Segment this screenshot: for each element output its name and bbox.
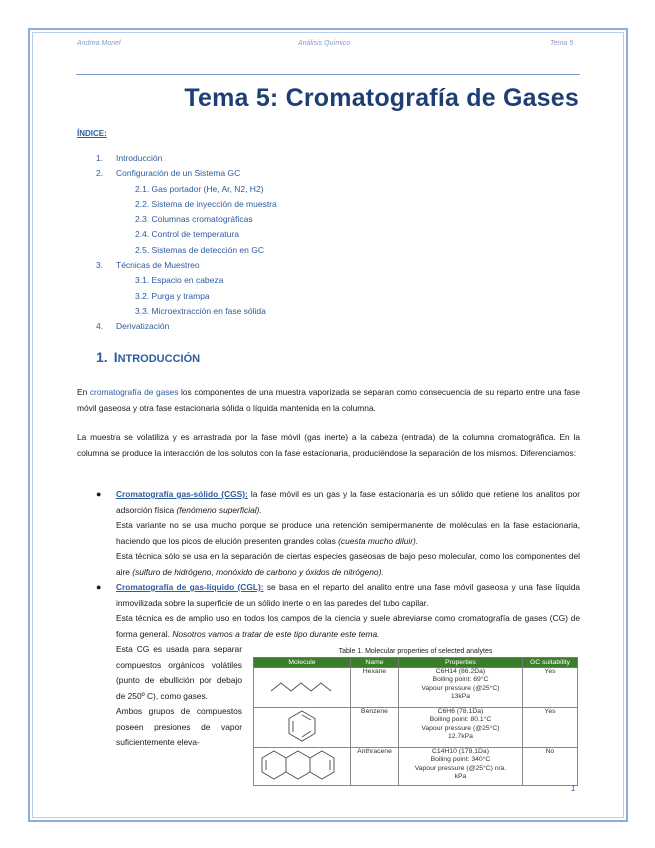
- properties-cell: C6H6 (78.1Da) Boiling point: 80.1°C Vapour pressure (@25°C) 12.7kPa: [398, 708, 522, 748]
- table-row: [254, 668, 578, 708]
- header-rule: [76, 74, 580, 75]
- molecule-cell: [254, 748, 351, 786]
- toc-item-2-4[interactable]: 2.4. Control de temperatura: [135, 229, 239, 240]
- list-item-cgl: ● Cromatografía de gas-líquido (CGL): se basa en el reparto del analito entre una fase móvil gaseosa y una fase líquida inmovilizada sobre la superficie de un sólido inerte o en las paredes del tubo capilar.: [96, 582, 581, 608]
- gc-suitability-cell: Yes: [522, 708, 577, 748]
- molecular-properties-table: [253, 657, 578, 786]
- gc-suitability-cell: No: [522, 748, 577, 786]
- hexane-structure-icon: [267, 675, 337, 697]
- cgl-paragraph-3: Esta CG es usada para separar compuestos orgánicos volátiles (punto de ebullición por debajo de 250º C), como gases.: [116, 644, 242, 701]
- bullet-icon: ●: [96, 582, 102, 592]
- toc-item-2-2[interactable]: 2.2. Sistema de inyección de muestra: [135, 198, 277, 209]
- page-title: [184, 84, 579, 113]
- technique-list: [96, 487, 581, 642]
- col-header-name: Name: [351, 658, 399, 668]
- toc-item-2-5[interactable]: 2.5. Sistemas de detección en GC: [135, 244, 264, 255]
- toc-item-2[interactable]: 2. Configuración de un Sistema GC: [96, 168, 241, 179]
- cgl-heading: Cromatografía de gas-líquido (CGL):: [116, 582, 264, 592]
- cgs-paragraph-2: Esta variante no se usa mucho porque se produce una retención semipermanente de moléculas en la fase estacionaria, haciendo que los picos de elución presenten grandes colas (cuesta mucho diluir).: [116, 520, 580, 546]
- cgl-side-text: [116, 642, 242, 751]
- header-author: Andrea Moriel: [77, 40, 121, 47]
- col-header-gc-suitability: GC suitability: [522, 658, 577, 668]
- title-number: 5:: [255, 84, 279, 112]
- cgs-paragraph-3: Esta técnica sólo se usa en la separación de ciertas especies gaseosas de bajo peso molecular, como los componentes del aire (sulfuro de hidrógeno, monóxido de carbono y óxidos de nitrógeno).: [116, 551, 580, 577]
- cgl-paragraph-2: Esta técnica es de amplio uso en todos los campos de la ciencia y suele abreviarse como cromatografía de gases (CG) de forma general. Nosotros vamos a tratar de este tipo durante este tema.: [116, 613, 580, 639]
- toc-item-2-1[interactable]: 2.1. Gas portador (He, Ar, N2, H2): [135, 183, 264, 194]
- col-header-properties: Properties: [398, 658, 522, 668]
- header-topic: Tema 5: [550, 40, 574, 47]
- toc-item-3-3[interactable]: 3.3. Microextracción en fase sólida: [135, 305, 266, 316]
- table-row: [254, 748, 578, 786]
- table-of-contents: [96, 153, 496, 337]
- name-cell: Anthracene: [351, 748, 399, 786]
- list-item-cgs: ● Cromatografía gas-sólido (CGS): la fase móvil es un gas y la fase estacionaria es un sólido que retiene los analitos por adsorción física (fenómeno superficial).: [96, 489, 581, 515]
- intro-paragraph-2: La muestra se volatiliza y es arrastrada por la fase móvil (gas inerte) a la cabeza (entrada) de la columna cromatográfica. En la columna se produce la interacción de los solutos con la fase estacionaria, produciéndose la separación de los mismos. Diferenciamos:: [77, 432, 580, 458]
- col-header-molecule: Molecule: [254, 658, 351, 668]
- index-heading: ÍNDICE:: [77, 129, 107, 138]
- bullet-icon: ●: [96, 489, 102, 499]
- cgs-heading: Cromatografía gas-sólido (CGS):: [116, 489, 248, 499]
- cgl-paragraph-4: Ambos grupos de compuestos poseen presiones de vapor suficientemente eleva-: [116, 706, 242, 747]
- title-prefix: Tema: [184, 84, 249, 112]
- anthracene-structure-icon: [260, 749, 344, 781]
- molecule-cell: [254, 708, 351, 748]
- benzene-structure-icon: [285, 709, 319, 743]
- table-caption: Table 1. Molecular properties of selected analytes: [338, 648, 493, 655]
- toc-item-3-2[interactable]: 3.2. Purga y trampa: [135, 290, 210, 301]
- table-row: [254, 708, 578, 748]
- toc-item-2-3[interactable]: 2.3. Columnas cromatográficas: [135, 214, 253, 225]
- toc-item-3-1[interactable]: 3.1. Espacio en cabeza: [135, 275, 224, 286]
- header-subject: Análisis Químico: [298, 40, 351, 47]
- intro-paragraph-1: En cromatografía de gases los componentes de una muestra vaporizada se separan como consecuencia de su reparto entre una fase móvil gaseosa y otra fase estacionaria sólida o líquida mantenida en la columna.: [77, 387, 580, 413]
- table-header-row: [254, 658, 578, 668]
- name-cell: Hexane: [351, 668, 399, 708]
- page-number: 1: [571, 784, 576, 793]
- section-heading-introduction: 1. INTRODUCCIÓN: [96, 349, 201, 365]
- properties-cell: C6H14 (86.2Da) Boiling point: 69°C Vapour pressure (@25°C) 13kPa: [398, 668, 522, 708]
- title-name: Cromatografía de Gases: [285, 84, 579, 112]
- gc-suitability-cell: Yes: [522, 668, 577, 708]
- molecule-cell: [254, 668, 351, 708]
- toc-item-4[interactable]: 4. Derivatización: [96, 321, 170, 332]
- name-cell: Benzene: [351, 708, 399, 748]
- gas-chromatography-link[interactable]: cromatografía de gases: [89, 387, 179, 397]
- toc-item-3[interactable]: 3. Técnicas de Muestreo: [96, 260, 200, 271]
- toc-item-1[interactable]: 1. Introducción: [96, 153, 163, 163]
- properties-cell: C14H10 (178.1Da) Boiling point: 340°C Vapour pressure (@25°C) n/a. kPa: [398, 748, 522, 786]
